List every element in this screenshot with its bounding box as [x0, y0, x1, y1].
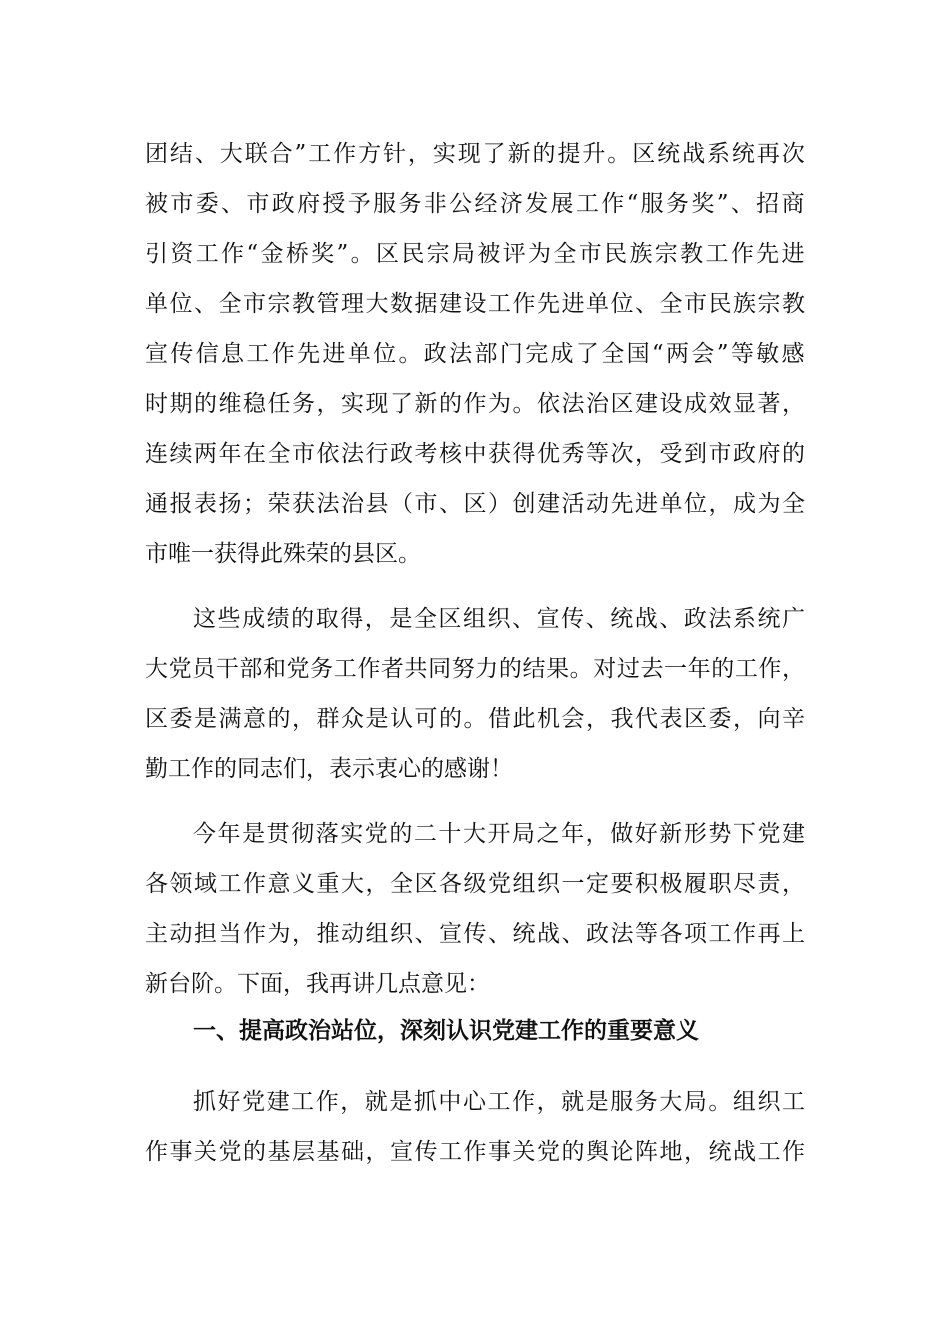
text-line: 引资工作“金桥奖”。区民宗局被评为全市民族宗教工作先进	[145, 241, 807, 267]
text-line: 区委是满意的，群众是认可的。借此机会，我代表区委，向辛	[145, 706, 807, 732]
text-line: 各领域工作意义重大，全区各级党组织一定要积极履职尽责，	[145, 871, 807, 897]
text-line: 市唯一获得此殊荣的县区。	[145, 541, 421, 567]
text-line: 连续两年在全市依法行政考核中获得优秀等次，受到市政府的	[145, 441, 807, 467]
text-line: 单位、全市宗教管理大数据建设工作先进单位、全市民族宗教	[145, 291, 807, 317]
text-line: 这些成绩的取得，是全区组织、宣传、统战、政法系统广	[193, 606, 807, 632]
text-line: 宣传信息工作先进单位。政法部门完成了全国“两会”等敏感	[145, 341, 807, 367]
text-line: 勤工作的同志们，表示衷心的感谢！	[145, 756, 513, 782]
text-line: 团结、大联合”工作方针，实现了新的提升。区统战系统再次	[145, 141, 807, 167]
section-heading: 一、提高政治站位，深刻认识党建工作的重要意义	[193, 1018, 699, 1044]
text-line: 被市委、市政府授予服务非公经济发展工作“服务奖”、招商	[145, 191, 807, 217]
text-line: 新台阶。下面，我再讲几点意见：	[145, 971, 490, 997]
text-line: 大党员干部和党务工作者共同努力的结果。对过去一年的工作，	[145, 656, 806, 682]
text-line: 主动担当作为，推动组织、宣传、统战、政法等各项工作再上	[145, 921, 807, 947]
text-line: 今年是贯彻落实党的二十大开局之年，做好新形势下党建	[193, 821, 807, 847]
text-line: 抓好党建工作，就是抓中心工作，就是服务大局。组织工	[193, 1089, 807, 1115]
text-line: 通报表扬；荣获法治县（市、区）创建活动先进单位，成为全	[145, 491, 807, 517]
text-line: 作事关党的基层基础，宣传工作事关党的舆论阵地，统战工作	[145, 1139, 807, 1165]
text-line: 时期的维稳任务，实现了新的作为。依法治区建设成效显著，	[145, 391, 807, 417]
